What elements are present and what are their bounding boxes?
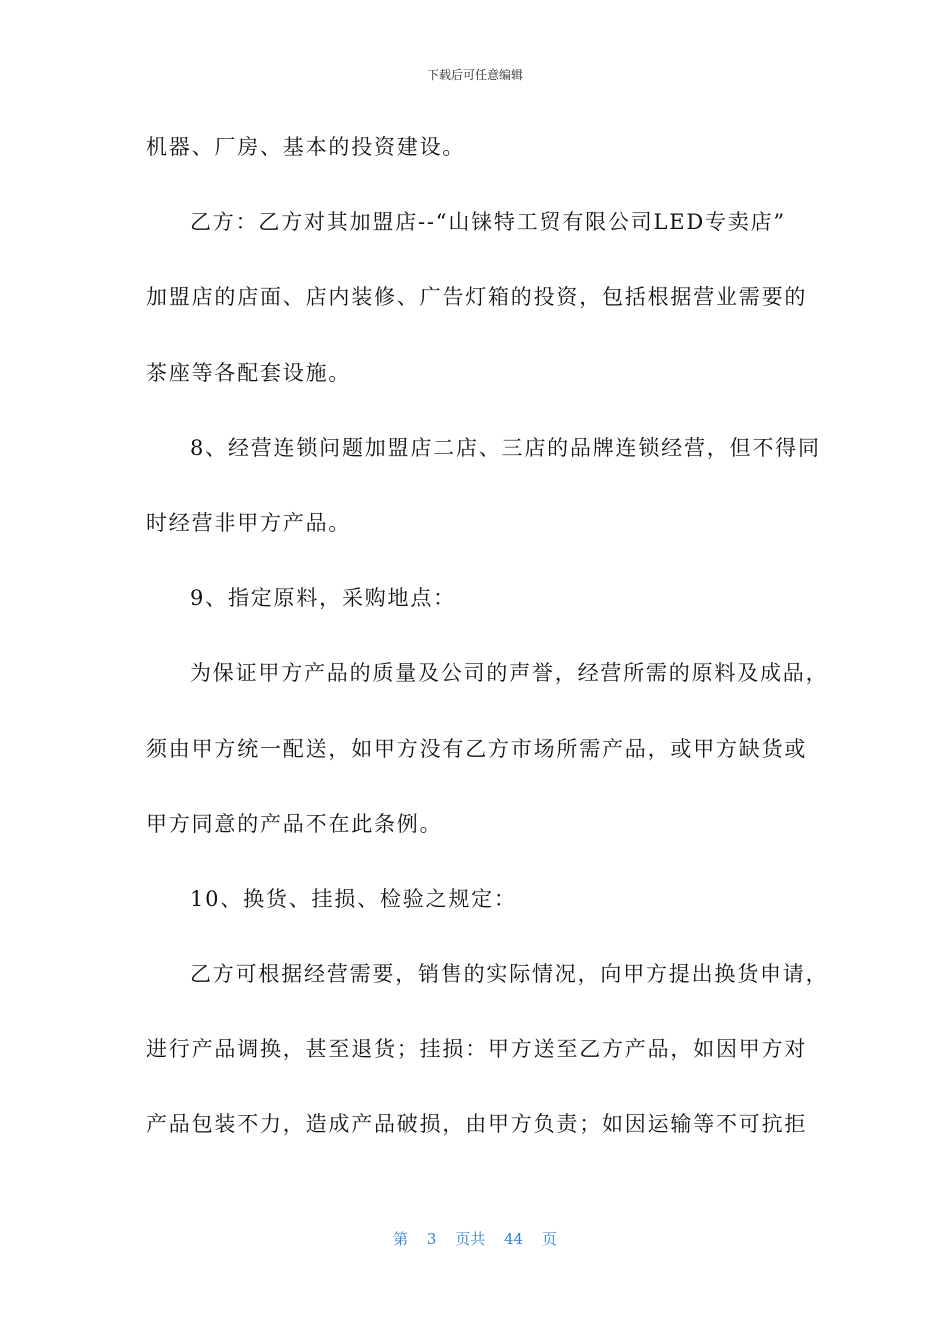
footer-prefix: 第 xyxy=(393,1230,409,1248)
text-line-11: 10、换货、挂损、检验之规定： xyxy=(190,886,517,911)
text-line-8: 为保证甲方产品的质量及公司的声誉，经营所需的原料及成品， xyxy=(190,661,829,686)
footer-middle: 页共 xyxy=(455,1230,486,1248)
text-line-7: 9、指定原料，采购地点： xyxy=(190,586,456,611)
text-line-12: 乙方可根据经营需要，销售的实际情况，向甲方提出换货申请， xyxy=(190,962,829,987)
footer-suffix: 页 xyxy=(541,1230,557,1248)
text-line-5: 8、经营连锁问题加盟店二店、三店的品牌连锁经营，但不得同 xyxy=(190,435,821,460)
text-line-14: 产品包装不力，造成产品破损，由甲方负责；如因运输等不可抗拒 xyxy=(146,1112,808,1137)
text-line-1: 机器、厂房、基本的投资建设。 xyxy=(146,135,466,159)
text-line-10: 甲方同意的产品不在此条例。 xyxy=(146,811,443,836)
text-line-4: 茶座等各配套设施。 xyxy=(146,360,352,385)
text-line-6: 时经营非甲方产品。 xyxy=(146,510,352,535)
page-footer xyxy=(0,1229,950,1249)
text-line-9: 须由甲方统一配送，如甲方没有乙方市场所需产品，或甲方缺货或 xyxy=(146,736,808,761)
document-body xyxy=(146,127,829,1180)
text-line-3: 加盟店的店面、店内装修、广告灯箱的投资，包括根据营业需要的 xyxy=(146,285,808,310)
text-line-2: 乙方：乙方对其加盟店--“山铼特工贸有限公司LED专卖店” xyxy=(190,210,786,235)
footer-current-page: 3 xyxy=(426,1230,437,1248)
text-line-13: 进行产品调换，甚至退货；挂损：甲方送至乙方产品，如因甲方对 xyxy=(146,1037,808,1062)
footer-total-pages: 44 xyxy=(504,1230,524,1248)
header-note: 下载后可任意编辑 xyxy=(426,68,523,82)
